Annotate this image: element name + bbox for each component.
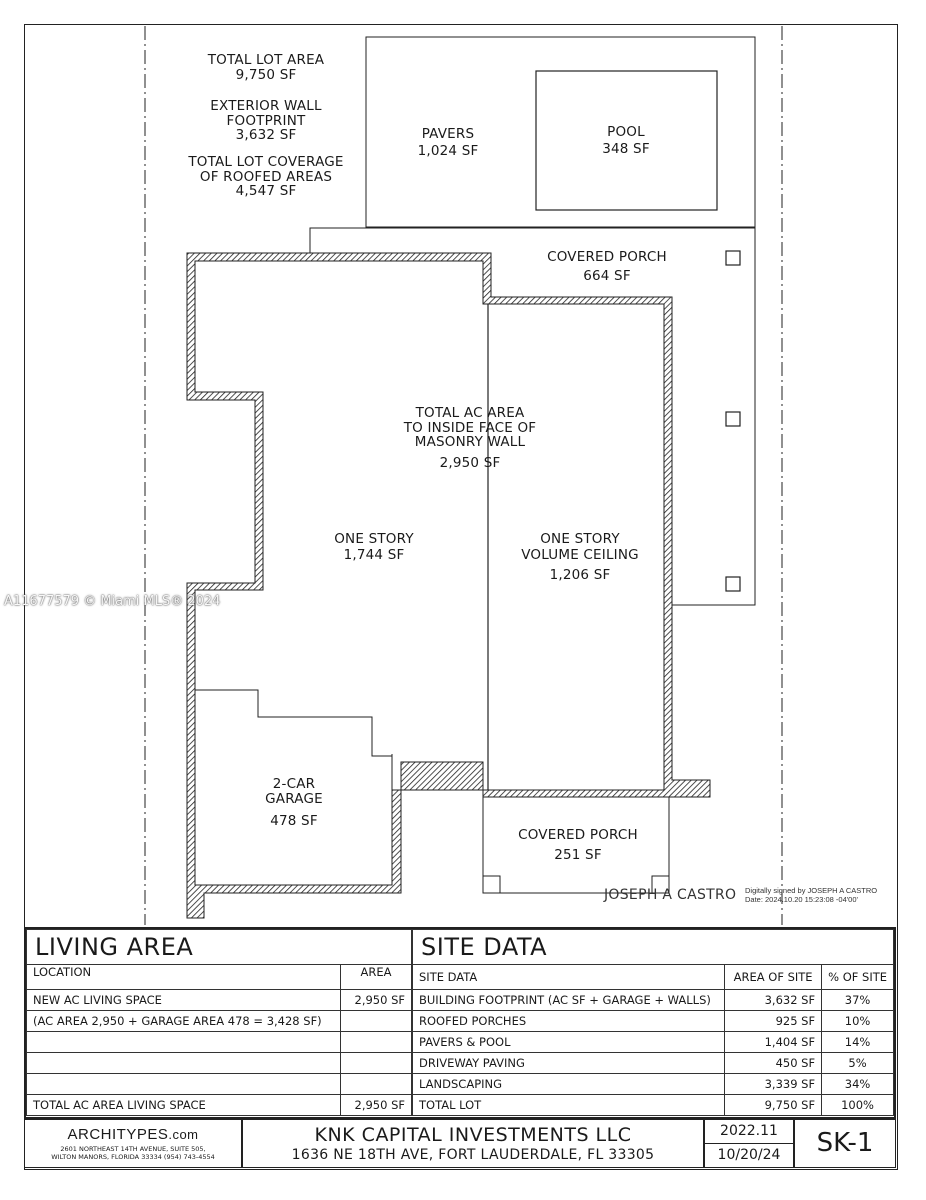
rear-porch-label — [527, 248, 687, 286]
firm-block — [24, 1119, 242, 1168]
lot-area-title: TOTAL LOT AREA — [207, 52, 325, 68]
col-site-data: SITE DATA — [413, 965, 725, 990]
site-row-pct: 34% — [822, 1074, 894, 1095]
pool-title: POOL — [607, 124, 645, 140]
table-row — [27, 1053, 412, 1074]
project-number: 2022.11 — [720, 1123, 778, 1139]
rear-porch-value: 664 SF — [583, 268, 631, 284]
firm-name: ARCHITYPES — [67, 1126, 169, 1143]
firm-address-2: WILTON MANORS, FLORIDA 33334 (954) 743-4554 — [51, 1153, 215, 1161]
garage-wall — [195, 690, 392, 762]
living-row-area — [341, 1032, 412, 1053]
ext-wall-title-1: EXTERIOR WALL — [210, 98, 322, 114]
table-row — [413, 1074, 894, 1095]
firm-logo — [25, 1126, 241, 1143]
site-data-table — [412, 929, 894, 1116]
ext-wall-title-2: FOOTPRINT — [226, 112, 306, 129]
volume-value: 1,206 SF — [549, 567, 611, 583]
date-cell — [704, 1143, 794, 1168]
site-row-area: 925 SF — [725, 1011, 822, 1032]
site-row-item: TOTAL LOT — [413, 1095, 725, 1116]
garage-title-2: GARAGE — [265, 790, 323, 807]
site-row-pct: 37% — [822, 990, 894, 1011]
lot-area-label — [186, 53, 346, 82]
client-address: 1636 NE 18TH AVE, FORT LAUDERDALE, FL 33305 — [291, 1147, 655, 1163]
column — [483, 876, 500, 893]
sheet-number-cell — [794, 1119, 896, 1168]
living-area-title: LIVING AREA — [27, 930, 412, 965]
pavers-title: PAVERS — [421, 126, 475, 142]
volume-title-1: ONE STORY — [540, 531, 620, 547]
front-porch-label — [498, 825, 658, 865]
table-row — [27, 1074, 412, 1095]
table-row — [27, 990, 412, 1011]
table-row — [27, 1011, 412, 1032]
sheet-number: SK-1 — [816, 1128, 874, 1158]
front-porch-value: 251 SF — [554, 847, 602, 863]
lot-coverage-label — [176, 155, 356, 199]
digital-signature-block — [745, 886, 877, 904]
living-row-location — [27, 1032, 341, 1053]
living-row-area — [341, 1074, 412, 1095]
ac-area-title-2: TO INSIDE FACE OF — [403, 419, 537, 436]
signed-date-line: Date: 2024.10.20 15:23:08 -04'00' — [745, 895, 858, 904]
client-block — [242, 1119, 704, 1168]
living-row-area — [341, 1011, 412, 1032]
data-tables — [24, 927, 896, 1119]
col-area: AREA — [341, 965, 412, 990]
living-row-area: 2,950 SF — [341, 990, 412, 1011]
living-row-area — [341, 1053, 412, 1074]
living-row-location: NEW AC LIVING SPACE — [27, 990, 341, 1011]
table-row — [413, 990, 894, 1011]
one-story-label — [314, 531, 434, 563]
living-row-location — [27, 1074, 341, 1095]
ac-area-title-3: MASONRY WALL — [414, 434, 526, 450]
site-row-area: 3,632 SF — [725, 990, 822, 1011]
ext-wall-value: 3,632 SF — [235, 127, 297, 143]
site-row-pct: 100% — [822, 1095, 894, 1116]
site-row-item: DRIVEWAY PAVING — [413, 1053, 725, 1074]
table-row — [413, 1095, 894, 1116]
col-pct-of-site: % OF SITE — [822, 965, 894, 990]
site-row-area: 9,750 SF — [725, 1095, 822, 1116]
exterior-wall-footprint-label — [186, 99, 346, 143]
site-row-item: ROOFED PORCHES — [413, 1011, 725, 1032]
client-name: KNK CAPITAL INVESTMENTS LLC — [314, 1124, 632, 1146]
table-row — [413, 1053, 894, 1074]
signed-by-line: Digitally signed by JOSEPH A CASTRO — [745, 886, 878, 895]
firm-suffix: .com — [168, 1127, 199, 1142]
column — [726, 577, 740, 591]
table-row — [413, 1011, 894, 1032]
living-total-value: 2,950 SF — [341, 1095, 412, 1116]
site-row-item: LANDSCAPING — [413, 1074, 725, 1095]
table-row — [413, 1032, 894, 1053]
living-row-location — [27, 1053, 341, 1074]
ac-area-label — [380, 406, 560, 470]
coverage-title-2: OF ROOFED AREAS — [199, 168, 333, 185]
pavers-value: 1,024 SF — [417, 143, 479, 159]
site-row-pct: 5% — [822, 1053, 894, 1074]
front-porch-title: COVERED PORCH — [518, 827, 638, 843]
firm-address-1: 2601 NORTHEAST 14TH AVENUE, SUITE 505, — [60, 1145, 206, 1153]
living-total-label: TOTAL AC AREA LIVING SPACE — [27, 1095, 341, 1116]
site-row-pct: 10% — [822, 1011, 894, 1032]
site-row-area: 3,339 SF — [725, 1074, 822, 1095]
site-row-area: 450 SF — [725, 1053, 822, 1074]
project-number-cell — [704, 1119, 794, 1144]
coverage-value: 4,547 SF — [235, 183, 297, 199]
lot-area-value: 9,750 SF — [235, 66, 297, 83]
living-area-table — [26, 929, 412, 1116]
table-row — [27, 1032, 412, 1053]
site-data-title: SITE DATA — [413, 930, 894, 965]
living-row-location: (AC AREA 2,950 + GARAGE AREA 478 = 3,428 SF) — [27, 1011, 341, 1032]
ac-area-value: 2,950 SF — [439, 454, 501, 471]
pool-label — [576, 124, 676, 158]
one-story-value: 1,744 SF — [343, 547, 405, 563]
garage-label — [234, 777, 354, 829]
garage-title-1: 2-CAR — [272, 776, 316, 792]
table-row — [27, 1095, 412, 1116]
rear-porch-title: COVERED PORCH — [547, 249, 667, 265]
site-row-area: 1,404 SF — [725, 1032, 822, 1053]
mls-watermark: A11677579 © Miami MLS® 2024 — [4, 594, 221, 609]
one-story-title: ONE STORY — [334, 531, 414, 547]
column — [726, 251, 740, 265]
garage-value: 478 SF — [270, 813, 318, 829]
col-location: LOCATION — [27, 965, 341, 990]
col-area-of-site: AREA OF SITE — [725, 965, 822, 990]
drawing-date: 10/20/24 — [717, 1147, 781, 1163]
site-row-pct: 14% — [822, 1032, 894, 1053]
column — [726, 412, 740, 426]
site-row-item: PAVERS & POOL — [413, 1032, 725, 1053]
volume-title-2: VOLUME CEILING — [521, 547, 639, 563]
signature-name: JOSEPH A CASTRO — [604, 887, 737, 903]
coverage-title-1: TOTAL LOT COVERAGE — [188, 154, 344, 170]
pool-value: 348 SF — [602, 141, 650, 157]
ac-area-title-1: TOTAL AC AREA — [415, 405, 525, 421]
pavers-label — [398, 126, 498, 160]
volume-ceiling-label — [505, 531, 655, 583]
site-row-item: BUILDING FOOTPRINT (AC SF + GARAGE + WALLS) — [413, 990, 725, 1011]
